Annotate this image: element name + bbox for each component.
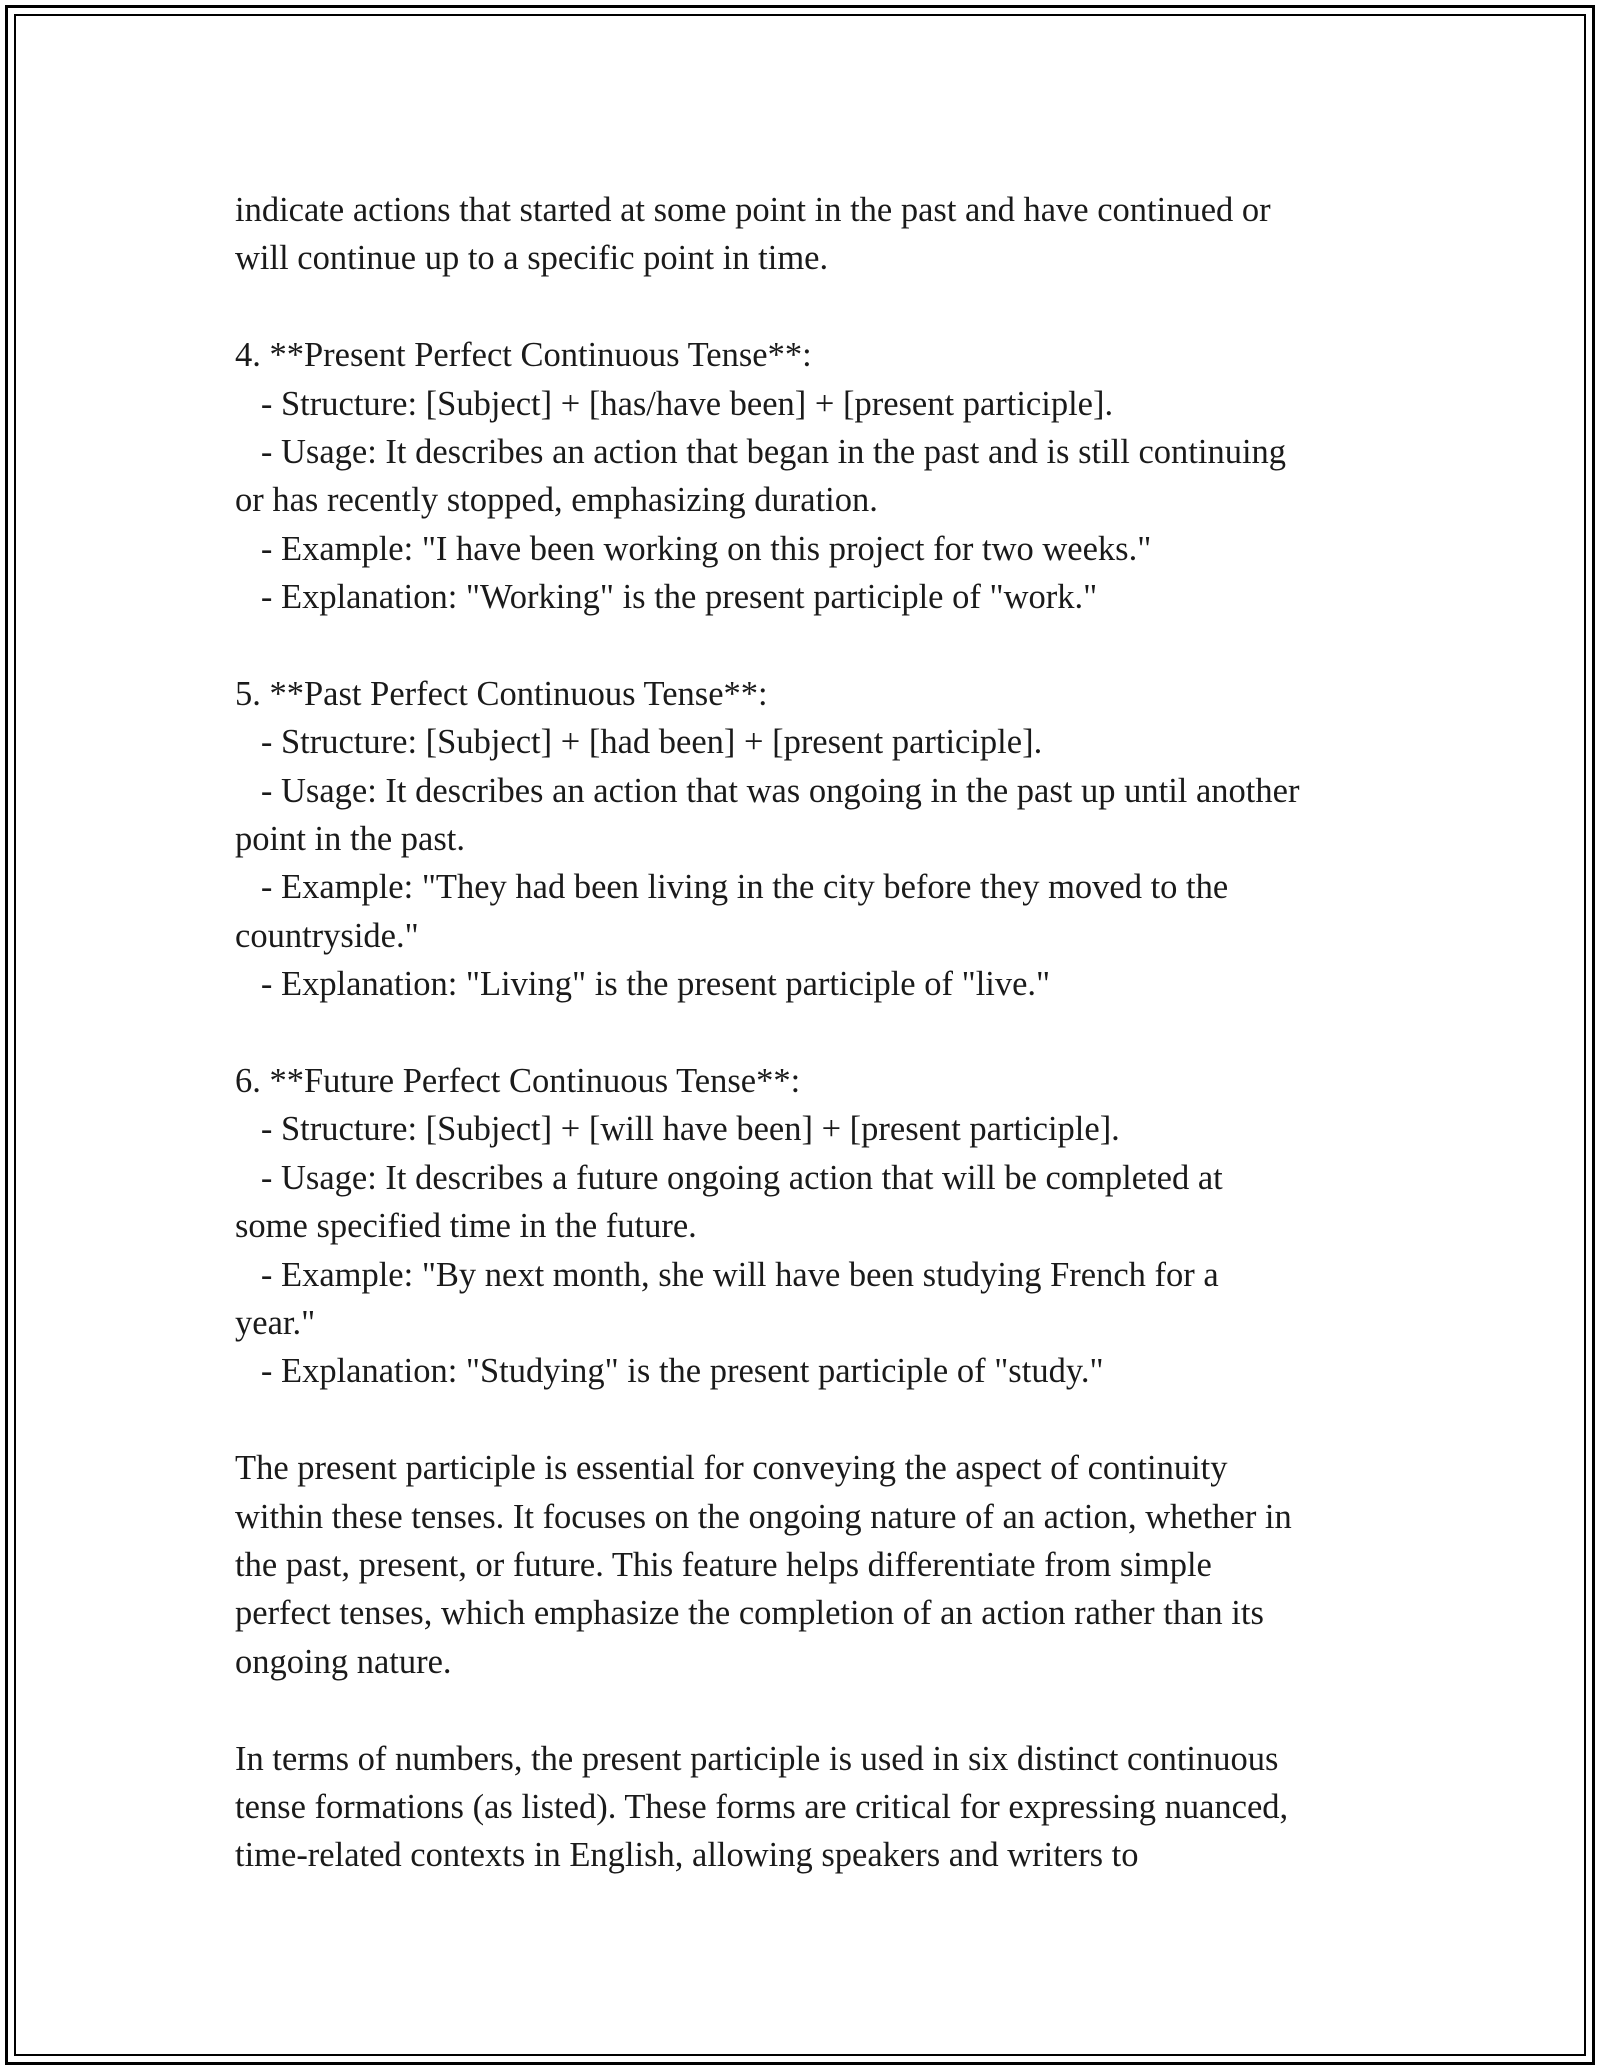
text-line: some specified time in the future. [235, 1207, 697, 1246]
section-heading: 6. **Future Perfect Continuous Tense**: [235, 1062, 801, 1101]
document-body [235, 186, 1395, 1880]
text-line: - Explanation: "Living" is the present participle of "live." [235, 965, 1051, 1004]
text-line: or has recently stopped, emphasizing duration. [235, 481, 878, 520]
text-line: year." [235, 1303, 316, 1342]
text-line: countryside." [235, 916, 419, 955]
text-line: will continue up to a specific point in time. [235, 239, 829, 278]
text-line: - Example: "I have been working on this project for two weeks." [235, 529, 1152, 568]
paragraph-gap [235, 622, 1395, 670]
text-line: - Example: "By next month, she will have been studying French for a [235, 1255, 1219, 1294]
section-heading: 5. **Past Perfect Continuous Tense**: [235, 674, 768, 713]
text-line: point in the past. [235, 820, 465, 859]
text-line: tense formations (as listed). These forms are critical for expressing nuanced, [235, 1787, 1289, 1826]
paragraph-gap [235, 1009, 1395, 1057]
text-line: The present participle is essential for conveying the aspect of continuity [235, 1449, 1228, 1488]
text-line: - Structure: [Subject] + [will have been] + [present participle]. [235, 1110, 1120, 1149]
text-line: In terms of numbers, the present participle is used in six distinct continuous [235, 1739, 1279, 1778]
text-line: - Explanation: "Studying" is the present participle of "study." [235, 1352, 1104, 1391]
paragraph-gap [235, 1686, 1395, 1734]
text-line: - Explanation: "Working" is the present participle of "work." [235, 578, 1098, 617]
text-line: - Usage: It describes an action that was ongoing in the past up until another [235, 771, 1300, 810]
text-line: indicate actions that started at some point in the past and have continued or [235, 191, 1271, 229]
text-line: - Example: "They had been living in the city before they moved to the [235, 868, 1229, 907]
text-line: the past, present, or future. This feature helps differentiate from simple [235, 1545, 1212, 1584]
text-line: within these tenses. It focuses on the ongoing nature of an action, whether in [235, 1497, 1292, 1536]
text-line: - Usage: It describes an action that began in the past and is still continuing [235, 432, 1287, 471]
text-line: ongoing nature. [235, 1642, 452, 1681]
text-line: - Usage: It describes a future ongoing action that will be completed at [235, 1158, 1223, 1197]
text-line: - Structure: [Subject] + [had been] + [present participle]. [235, 723, 1043, 762]
text-line: - Structure: [Subject] + [has/have been] + [present participle]. [235, 384, 1114, 423]
paragraph-gap [235, 283, 1395, 331]
paragraph-gap [235, 1396, 1395, 1444]
section-heading: 4. **Present Perfect Continuous Tense**: [235, 336, 812, 375]
text-line: time-related contexts in English, allowing speakers and writers to [235, 1836, 1139, 1875]
text-line: perfect tenses, which emphasize the completion of an action rather than its [235, 1594, 1264, 1633]
